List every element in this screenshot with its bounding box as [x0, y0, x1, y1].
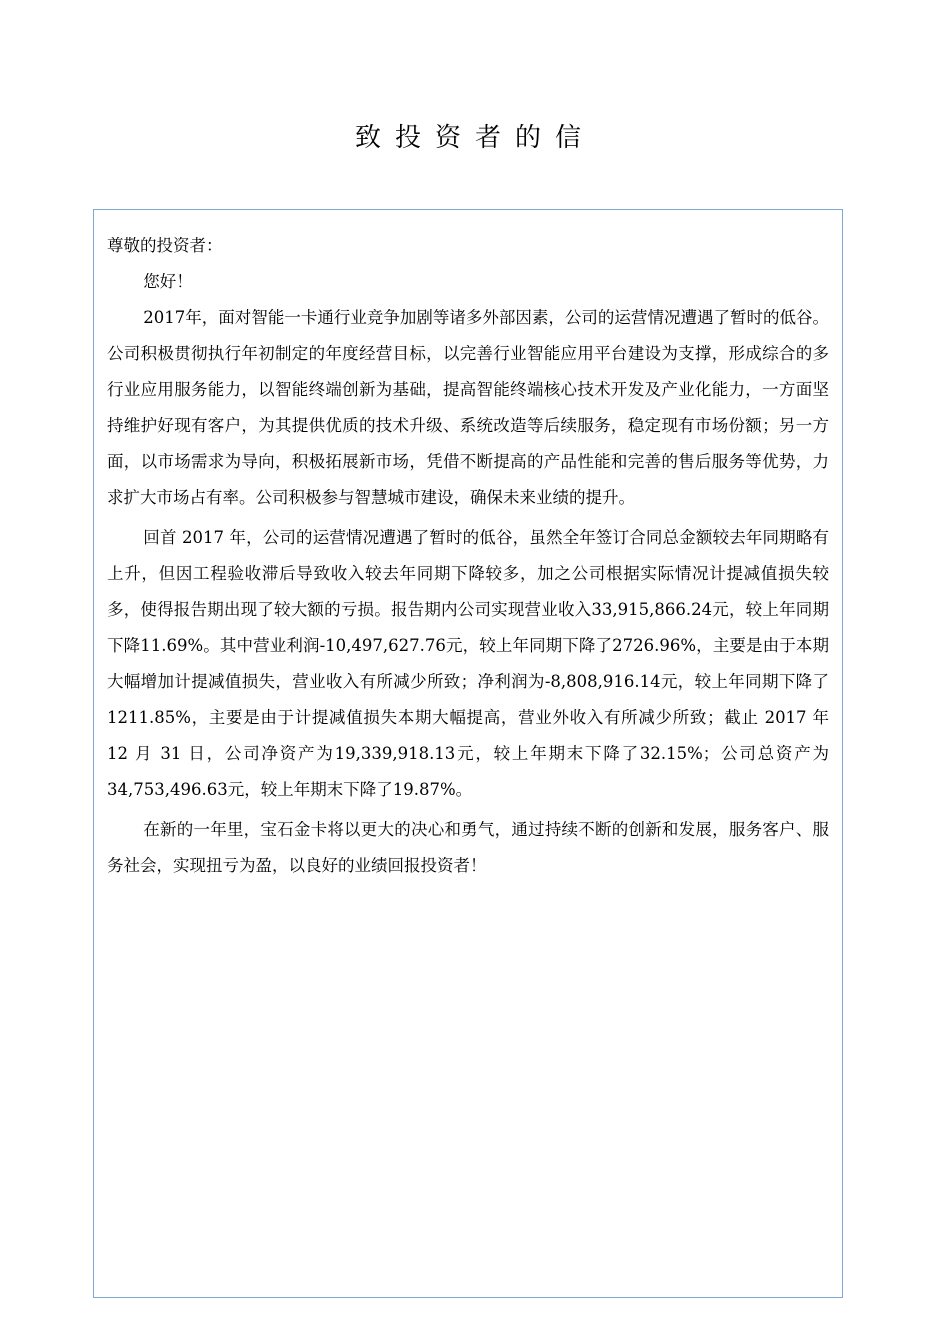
page-title: 致投资者的信 — [354, 123, 595, 153]
paragraph-financials: 回首 2017 年，公司的运营情况遭遇了暂时的低谷，虽然全年签订合同总金额较去年同期略有上升，但因工程验收滞后导致收入较去年同期下降较多，加之公司根据实际情况计提减值损失较多，使得报告期出现了较大额的亏损。报告期内公司实现营业收入33,915,866.24元，较上年同期下降11.69%。其中营业利润-10,497,627.76元，较上年同期下降了2726.96%，主要是由于本期大幅增加计提减值损失，营业收入有所减少所致；净利润为-8,808,916.14元，较上年同期下降了1211.85%，主要是由于计提减值损失本期大幅提高，营业外收入有所减少所致；截止 2017 年 12 月 31 日，公司净资产为19,339,918.13元，较上年期末下降了32.15%；公司总资产为34,753,496.63元，较上年期末下降了19.87%。 — [107, 528, 829, 799]
paragraph-outlook: 在新的一年里，宝石金卡将以更大的决心和勇气，通过持续不断的创新和发展，服务客户、服务社会，实现扭亏为盈，以良好的业绩回报投资者！ — [107, 820, 829, 875]
paragraph-operations: 2017年，面对智能一卡通行业竞争加剧等诸多外部因素，公司的运营情况遭遇了暂时的低谷。公司积极贯彻执行年初制定的年度经营目标，以完善行业智能应用平台建设为支撑，形成综合的多行业应用服务能力，以智能终端创新为基础，提高智能终端核心技术开发及产业化能力，一方面坚持维护好现有客户，为其提供优质的技术升级、系统改造等后续服务，稳定现有市场份额；另一方面，以市场需求为导向，积极拓展新市场，凭借不断提高的产品性能和完善的售后服务等优势，力求扩大市场占有率。公司积极参与智慧城市建设，确保未来业绩的提升。 — [107, 308, 829, 507]
salutation: 尊敬的投资者： — [107, 236, 223, 255]
greeting: 您好！ — [143, 272, 193, 291]
letter-body — [107, 300, 829, 884]
letter-box — [93, 209, 843, 1298]
